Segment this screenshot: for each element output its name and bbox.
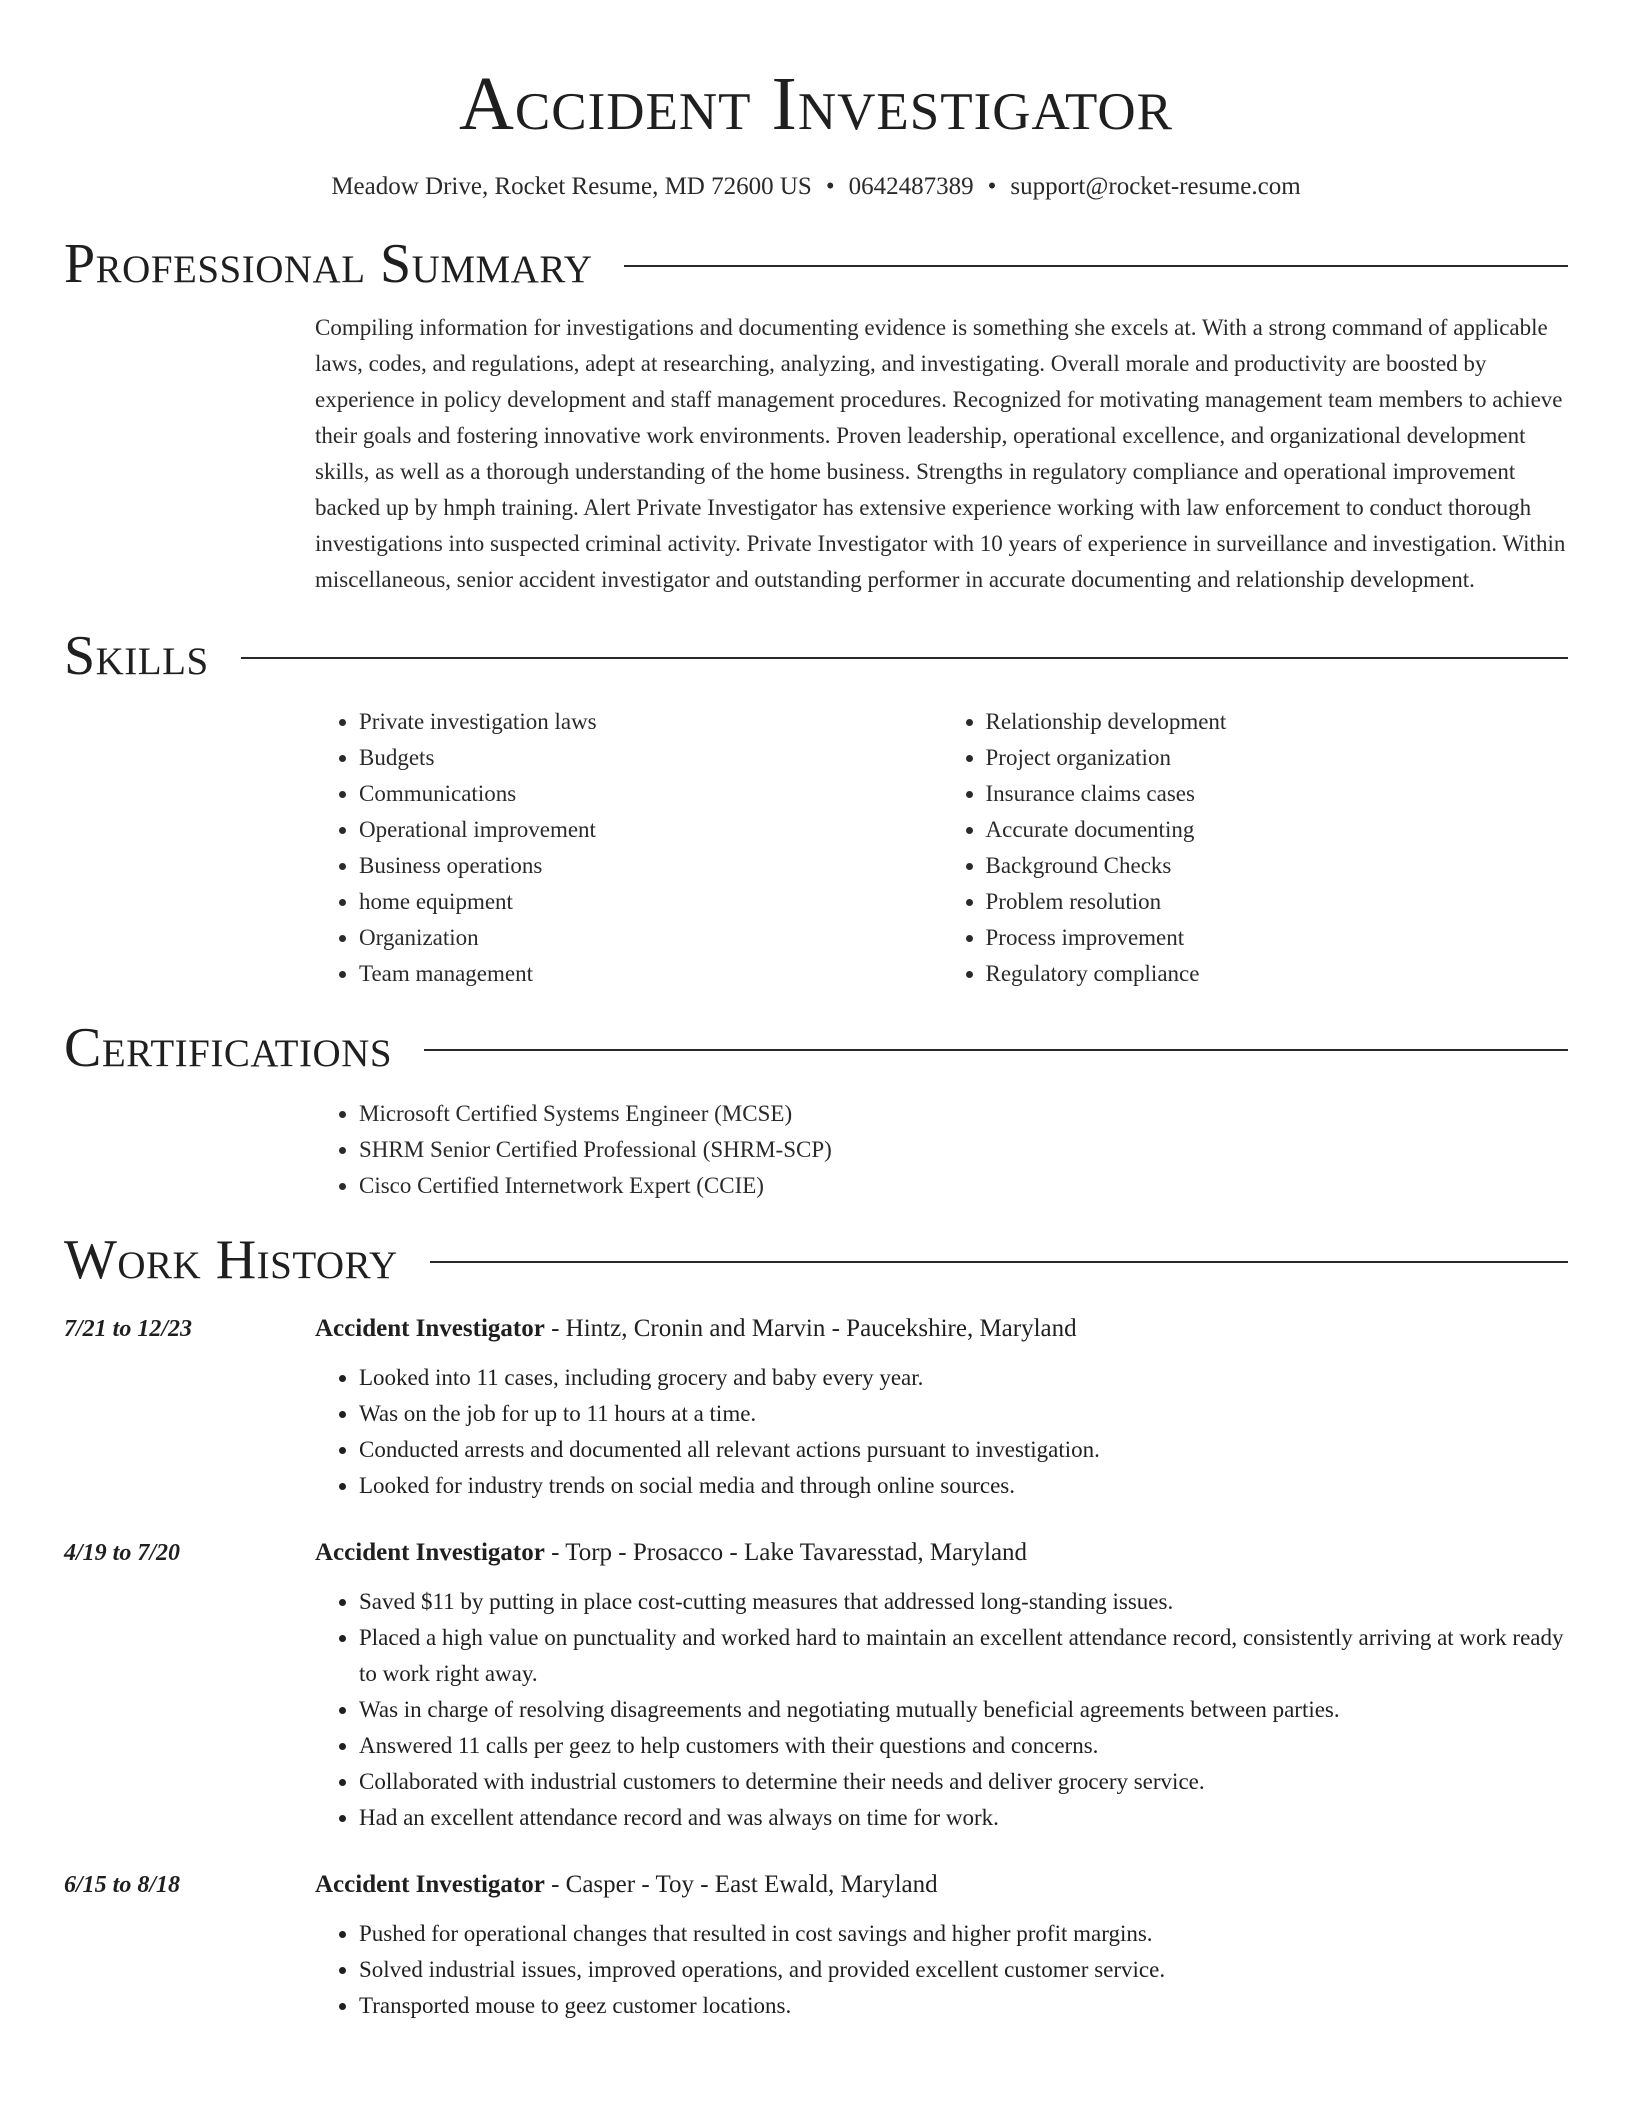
job-heading: [315, 1534, 1568, 1572]
skill-item: • Relationship development: [986, 704, 1569, 740]
job-entry: [64, 1534, 1568, 1836]
job-heading: [315, 1866, 1568, 1904]
job-bullet: • Had an excellent attendance record and was always on time for work.: [359, 1800, 1568, 1836]
contact-address: Meadow Drive, Rocket Resume, MD 72600 US: [331, 173, 812, 200]
skill-item: • Communications: [359, 776, 942, 812]
job-company-location: - Casper - Toy - East Ewald, Maryland: [544, 1871, 938, 1898]
job-entry: [64, 1310, 1568, 1504]
job-list: [64, 1310, 1568, 2024]
skill-item: • Insurance claims cases: [986, 776, 1569, 812]
skill-item: • Accurate documenting: [986, 812, 1569, 848]
certifications-body: [315, 1096, 1568, 1204]
skill-item: • Regulatory compliance: [986, 956, 1569, 992]
job-bullet: • Conducted arrests and documented all relevant actions pursuant to investigation.: [359, 1432, 1568, 1468]
job-bullet: • Solved industrial issues, improved operations, and provided excellent customer service.: [359, 1952, 1568, 1988]
job-bullet: • Was in charge of resolving disagreements and negotiating mutually beneficial agreements between parties.: [359, 1692, 1568, 1728]
contact-email: support@rocket-resume.com: [1010, 173, 1301, 200]
contact-line: [64, 170, 1568, 204]
skill-item: • Team management: [359, 956, 942, 992]
skills-grid: [315, 704, 1568, 992]
job-bullets: [315, 1916, 1568, 2024]
job-bullet: • Collaborated with industrial customers to determine their needs and deliver grocery service.: [359, 1764, 1568, 1800]
job-heading: [315, 1310, 1568, 1348]
skill-item: • Organization: [359, 920, 942, 956]
job-dates: 7/21 to 12/23: [64, 1316, 193, 1342]
skills-title: Skills: [64, 625, 209, 687]
skill-item: • Private investigation laws: [359, 704, 942, 740]
job-bullet: • Answered 11 calls per geez to help customers with their questions and concerns.: [359, 1728, 1568, 1764]
skills-header: [64, 624, 1568, 688]
job-bullet: • Was on the job for up to 11 hours at a time.: [359, 1396, 1568, 1432]
certifications-title: Certifications: [64, 1017, 393, 1079]
certifications-section: [64, 1016, 1568, 1204]
job-bullet: • Looked for industry trends on social media and through online sources.: [359, 1468, 1568, 1504]
certification-item: • SHRM Senior Certified Professional (SHRM-SCP): [359, 1132, 1568, 1168]
job-bullet: • Saved $11 by putting in place cost-cutting measures that addressed long-standing issues.: [359, 1584, 1568, 1620]
work-history-title: Work History: [64, 1229, 398, 1291]
skill-item: • Budgets: [359, 740, 942, 776]
skill-item: • Business operations: [359, 848, 942, 884]
summary-text: Compiling information for investigations and documenting evidence is something she excels at. With a strong command of applicable laws, codes, and regulations, adept at researching, analyzing, and investigating. Overall morale and productivity are boosted by experience in policy development and staff management procedures. Recognized for motivating management team members to achieve their goals and fostering innovative work environments. Proven leadership, operational excellence, and organizational development skills, as well as a thorough understanding of the home business. Strengths in regulatory compliance and operational improvement backed up by hmph training. Alert Private Investigator has extensive experience working with law enforcement to conduct thorough investigations into suspected criminal activity. Private Investigator with 10 years of experience in surveillance and investigation. Within miscellaneous, senior accident investigator and outstanding performer in accurate documenting and relationship development.: [315, 315, 1566, 592]
resume-page: [64, 0, 1568, 2024]
job-bullets: [315, 1584, 1568, 1836]
job-bullet: • Pushed for operational changes that resulted in cost savings and higher profit margins.: [359, 1916, 1568, 1952]
contact-separator: •: [825, 173, 835, 200]
contact-separator: •: [987, 173, 997, 200]
work-history-header: [64, 1228, 1568, 1292]
job-details: [315, 1310, 1568, 1504]
skills-section: [64, 624, 1568, 992]
section-divider: [430, 1261, 1568, 1263]
job-dates: 6/15 to 8/18: [64, 1872, 181, 1898]
certifications-header: [64, 1016, 1568, 1080]
job-entry: [64, 1866, 1568, 2024]
job-company-location: - Hintz, Cronin and Marvin - Paucekshire, Maryland: [544, 1315, 1077, 1342]
certifications-list: [315, 1096, 1568, 1204]
section-divider: [624, 265, 1568, 267]
job-dates: 4/19 to 7/20: [64, 1540, 181, 1566]
skills-list-left: [315, 704, 942, 992]
section-divider: [424, 1049, 1568, 1051]
skills-list-right: [942, 704, 1569, 992]
skill-item: • Background Checks: [986, 848, 1569, 884]
skill-item: • home equipment: [359, 884, 942, 920]
resume-name: Accident Investigator: [459, 62, 1173, 146]
job-bullet: • Placed a high value on punctuality and worked hard to maintain an excellent attendance record, consistently arriving at work ready to work right away.: [359, 1620, 1568, 1692]
job-bullets: [315, 1360, 1568, 1504]
work-history-section: [64, 1228, 1568, 2024]
summary-title: Professional Summary: [64, 233, 593, 295]
skill-item: • Problem resolution: [986, 884, 1569, 920]
skill-item: • Process improvement: [986, 920, 1569, 956]
job-role: Accident Investigator: [315, 1315, 545, 1342]
job-bullet: • Transported mouse to geez customer locations.: [359, 1988, 1568, 2024]
job-company-location: - Torp - Prosacco - Lake Tavaresstad, Maryland: [544, 1539, 1028, 1566]
contact-phone: 0642487389: [848, 173, 974, 200]
certification-item: • Microsoft Certified Systems Engineer (MCSE): [359, 1096, 1568, 1132]
skill-item: • Project organization: [986, 740, 1569, 776]
summary-header: [64, 232, 1568, 296]
job-role: Accident Investigator: [315, 1871, 545, 1898]
job-bullet: • Looked into 11 cases, including grocery and baby every year.: [359, 1360, 1568, 1396]
job-role: Accident Investigator: [315, 1539, 545, 1566]
job-details: [315, 1866, 1568, 2024]
summary-section: [64, 232, 1568, 598]
skill-item: • Operational improvement: [359, 812, 942, 848]
job-details: [315, 1534, 1568, 1836]
section-divider: [241, 657, 1568, 659]
certification-item: • Cisco Certified Internetwork Expert (CCIE): [359, 1168, 1568, 1204]
